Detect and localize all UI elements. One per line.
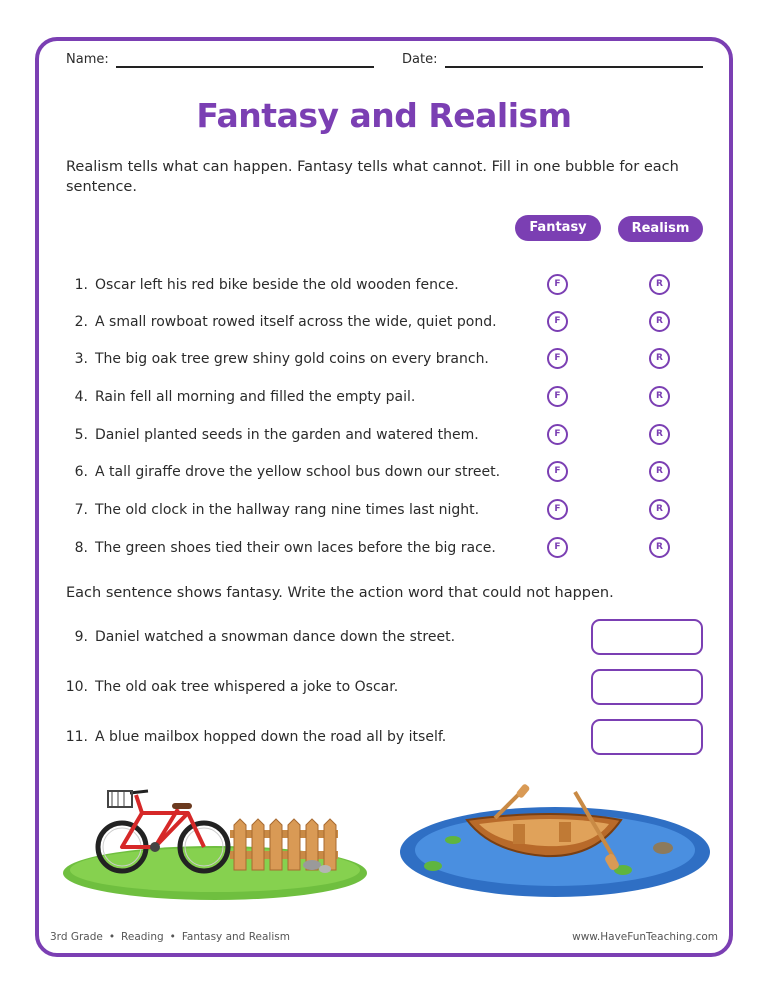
fantasy-bubble[interactable]: F xyxy=(547,348,568,369)
footer-topic: Fantasy and Realism xyxy=(181,931,290,943)
question-row xyxy=(66,311,706,333)
instructions: Realism tells what can happen. Fantasy tells what cannot. Fill in one bubble for each sentence. xyxy=(66,159,679,195)
fantasy-bubble[interactable]: F xyxy=(547,386,568,407)
realism-bubble[interactable]: R xyxy=(649,499,670,520)
question-text: Oscar left his red bike beside the old wooden fence. xyxy=(95,277,459,293)
question-number: 1. xyxy=(74,277,88,293)
write-question-row xyxy=(60,719,710,755)
question-text: Daniel planted seeds in the garden and watered them. xyxy=(95,427,479,443)
answer-box[interactable] xyxy=(591,619,703,655)
name-date-row xyxy=(66,52,702,72)
date-line[interactable] xyxy=(445,66,703,68)
realism-bubble[interactable]: R xyxy=(649,461,670,482)
question-number: 7. xyxy=(74,502,88,518)
question-number: 6. xyxy=(74,464,88,480)
question-text: Rain fell all morning and filled the empty pail. xyxy=(95,389,416,405)
question-row xyxy=(66,537,706,559)
question-text: The big oak tree grew shiny gold coins on every branch. xyxy=(95,351,489,367)
question-number: 2. xyxy=(74,314,88,330)
question-number: 8. xyxy=(74,540,88,556)
realism-bubble[interactable]: R xyxy=(649,311,670,332)
footer-grade: 3rd Grade xyxy=(50,931,103,943)
question-text: Daniel watched a snowman dance down the street. xyxy=(95,629,456,645)
realism-bubble[interactable]: R xyxy=(649,274,670,295)
part2-instructions: Each sentence shows fantasy. Write the action word that could not happen. xyxy=(66,585,614,601)
bike-fence-illustration xyxy=(60,775,380,905)
realism-bubble[interactable]: R xyxy=(649,537,670,558)
realism-bubble[interactable]: R xyxy=(649,386,670,407)
question-row xyxy=(66,348,706,370)
question-row xyxy=(66,461,706,483)
answer-box[interactable] xyxy=(591,669,703,705)
question-row xyxy=(66,386,706,408)
realism-column-header: Realism xyxy=(618,216,703,242)
question-number: 11. xyxy=(65,729,88,745)
rowboat-pond-illustration xyxy=(395,780,715,900)
fantasy-column-header: Fantasy xyxy=(515,215,601,241)
write-question-row xyxy=(60,669,710,705)
question-text: The green shoes tied their own laces before the big race. xyxy=(95,540,496,556)
question-text: A blue mailbox hopped down the road all by itself. xyxy=(95,729,447,745)
fantasy-bubble[interactable]: F xyxy=(547,537,568,558)
question-number: 3. xyxy=(74,351,88,367)
page-title: Fantasy and Realism xyxy=(196,96,572,135)
name-line[interactable] xyxy=(116,66,374,68)
question-number: 4. xyxy=(74,389,88,405)
question-row xyxy=(66,424,706,446)
realism-bubble[interactable]: R xyxy=(649,348,670,369)
footer-subject: Reading xyxy=(121,931,164,943)
question-row xyxy=(66,274,706,296)
fantasy-bubble[interactable]: F xyxy=(547,461,568,482)
question-text: A small rowboat rowed itself across the wide, quiet pond. xyxy=(95,314,497,330)
write-question-row xyxy=(60,619,710,655)
question-text: The old oak tree whispered a joke to Oscar. xyxy=(95,679,399,695)
question-text: The old clock in the hallway rang nine times last night. xyxy=(95,502,480,518)
name-label: Name: xyxy=(66,52,109,67)
answer-box[interactable] xyxy=(591,719,703,755)
question-number: 10. xyxy=(65,679,88,695)
fantasy-bubble[interactable]: F xyxy=(547,424,568,445)
fantasy-bubble[interactable]: F xyxy=(547,499,568,520)
bullet-icon: • xyxy=(108,931,116,943)
bullet-icon: • xyxy=(169,931,176,943)
realism-bubble[interactable]: R xyxy=(649,424,670,445)
question-row xyxy=(66,499,706,521)
fantasy-bubble[interactable]: F xyxy=(547,311,568,332)
footer-site: www.HaveFunTeaching.com xyxy=(572,931,718,943)
footer-breadcrumb xyxy=(50,931,290,943)
question-text: A tall giraffe drove the yellow school bus down our street. xyxy=(95,464,501,480)
fantasy-bubble[interactable]: F xyxy=(547,274,568,295)
question-number: 5. xyxy=(74,427,88,443)
question-number: 9. xyxy=(74,629,88,645)
date-label: Date: xyxy=(402,52,438,67)
